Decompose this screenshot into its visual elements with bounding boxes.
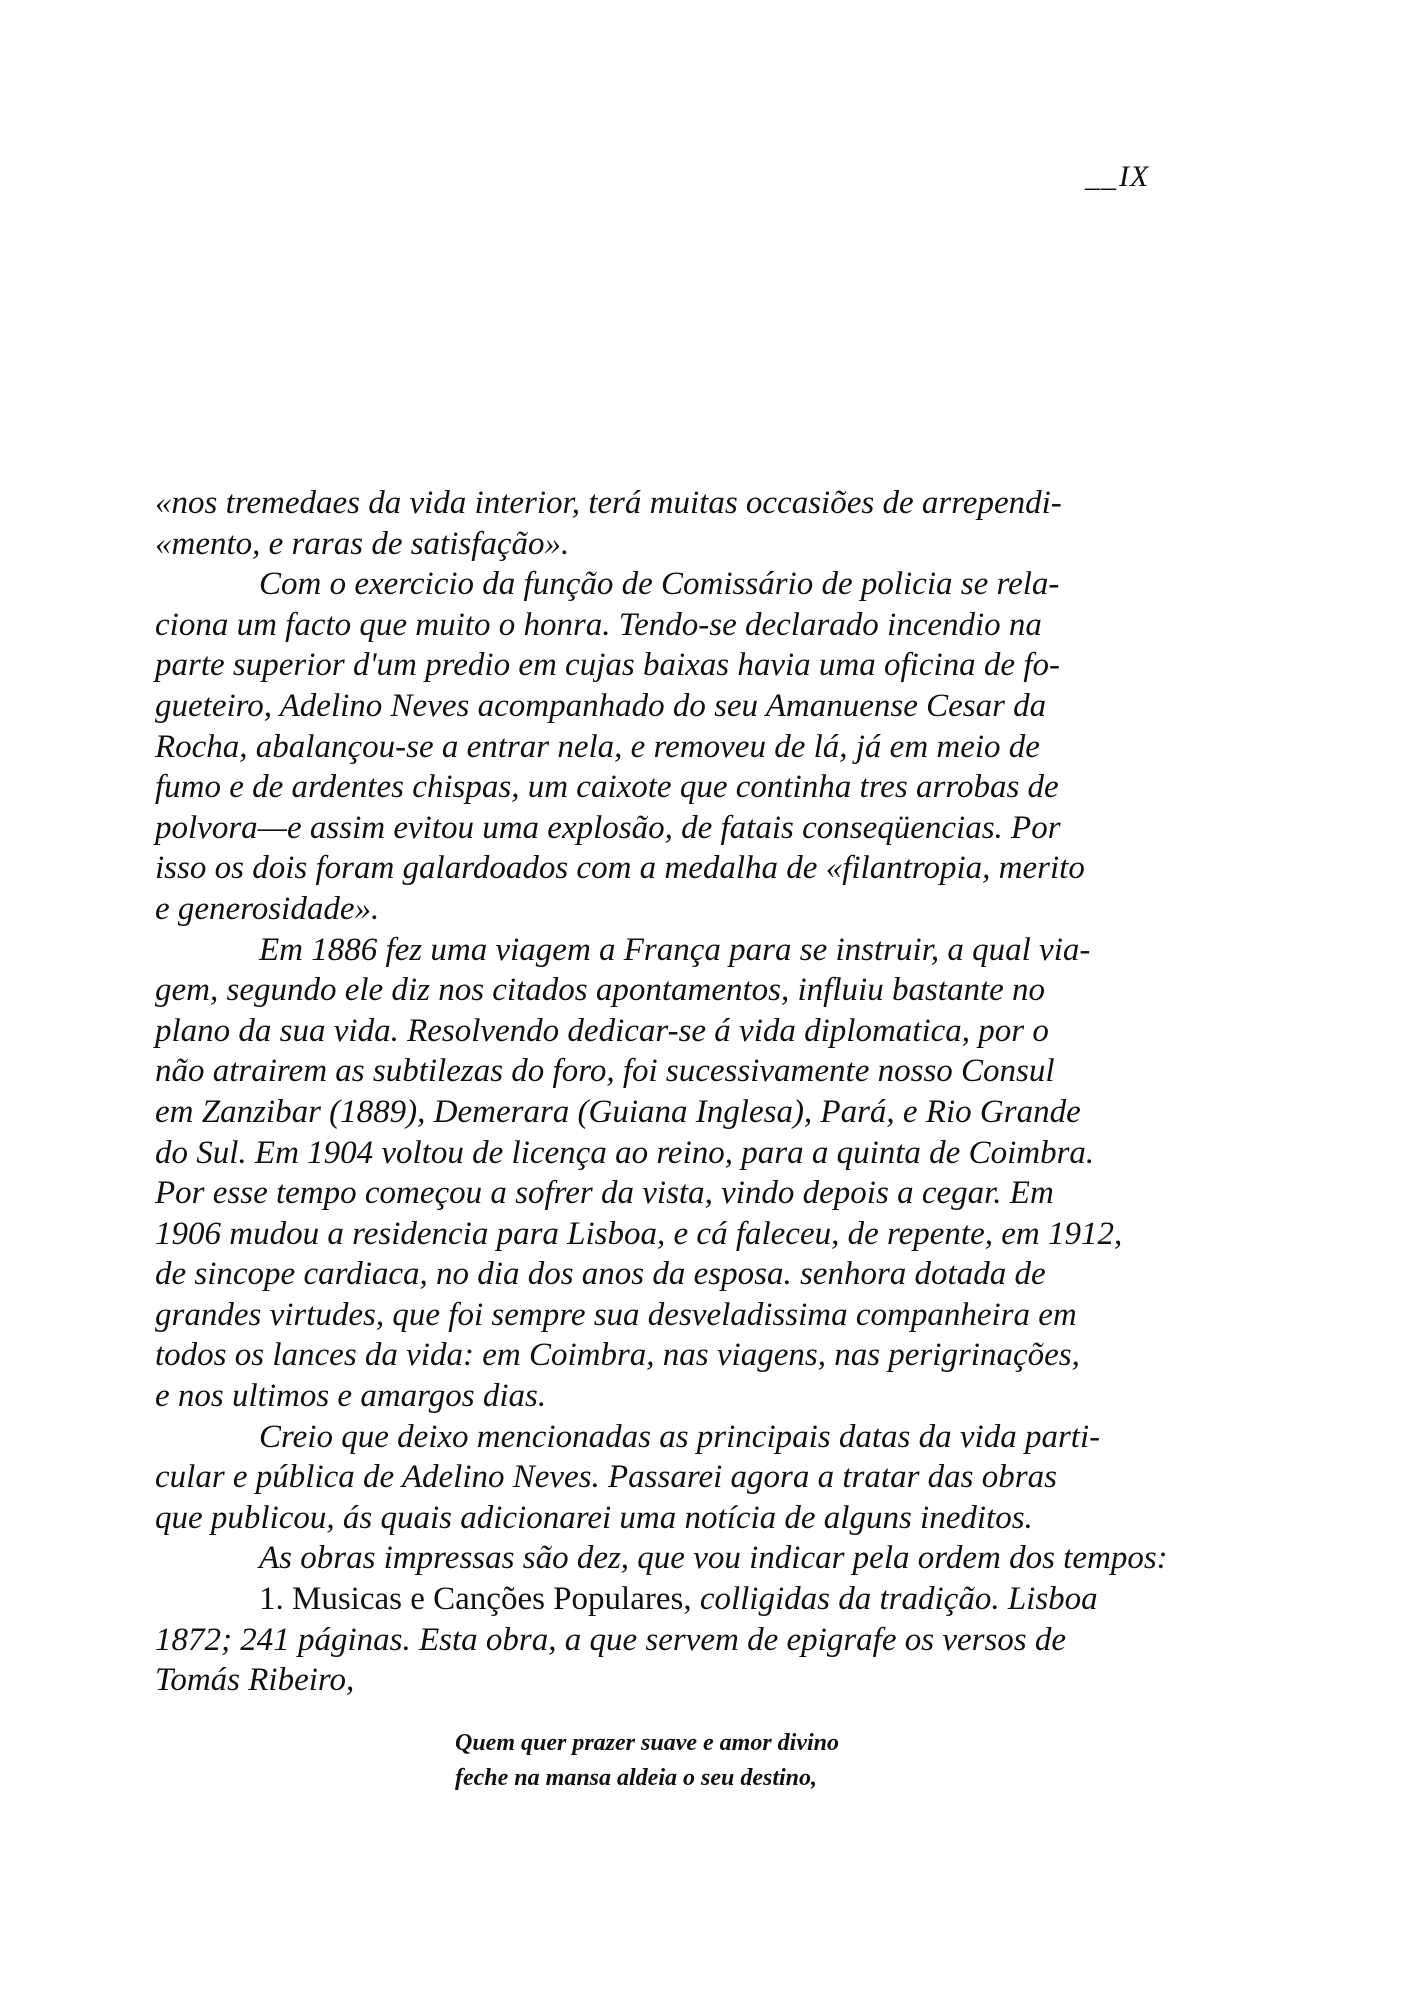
- text-line: 1906 mudou a residencia para Lisboa, e cá faleceu, de repente, em 1912,: [155, 1215, 1123, 1252]
- page-number-value: IX: [1119, 160, 1150, 193]
- text-line: gueteiro, Adelino Neves acompanhado do seu Amanuense Cesar da: [155, 687, 1047, 724]
- text-line: que publicou, ás quais adicionarei uma notícia de alguns ineditos.: [155, 1499, 1033, 1536]
- text-line: Rocha, abalançou-se a entrar nela, e removeu de lá, já em meio de: [155, 728, 1040, 765]
- page-number: [1085, 160, 1149, 194]
- entry-title: Musicas e Canções Populares,: [292, 1581, 692, 1618]
- entry-details: colligidas da tradição. Lisboa: [699, 1581, 1098, 1618]
- text-line: gem, segundo ele diz nos citados apontamentos, influiu bastante no: [155, 972, 1046, 1009]
- body-text: [155, 483, 1240, 1701]
- text-line: grandes virtudes, que foi sempre sua desveladissima companheira em: [155, 1296, 1077, 1333]
- text-line: parte superior d'um predio em cujas baixas havia uma oficina de fo-: [155, 647, 1060, 684]
- text-line: polvora—e assim evitou uma explosão, de fatais conseqüencias. Por: [155, 809, 1061, 846]
- epigraph-verse: [455, 1726, 839, 1796]
- text-line: Com o exercicio da função de Comissário de policia se rela-: [259, 566, 1060, 603]
- text-line: Creio que deixo mencionadas as principais datas da vida parti-: [259, 1418, 1101, 1455]
- text-line: e generosidade».: [155, 890, 380, 927]
- page-number-dash: __: [1085, 160, 1117, 193]
- verse-line: Quem quer prazer suave e amor divino: [455, 1730, 839, 1756]
- text-line: fumo e de ardentes chispas, um caixote que continha tres arrobas de: [155, 769, 1059, 806]
- text-line: plano da sua vida. Resolvendo dedicar-se á vida diplomatica, por o: [155, 1012, 1049, 1049]
- text-line: do Sul. Em 1904 voltou de licença ao reino, para a quinta de Coimbra.: [155, 1134, 1095, 1171]
- text-line: «nos tremedaes da vida interior, terá muitas occasiões de arrependi-: [155, 485, 1062, 521]
- text-line: ciona um facto que muito o honra. Tendo-se declarado incendio na: [155, 606, 1042, 643]
- verse-line: feche na mansa aldeia o seu destino,: [455, 1765, 818, 1791]
- text-line: «mento, e raras de satisfação».: [155, 525, 570, 562]
- text-line: e nos ultimos e amargos dias.: [155, 1378, 547, 1415]
- text-line: Por esse tempo começou a sofrer da vista, vindo depois a cegar. Em: [155, 1175, 1054, 1212]
- entry-number: 1.: [259, 1581, 284, 1618]
- text-line: isso os dois foram galardoados com a medalha de «filantropia, merito: [155, 850, 1085, 887]
- bibliography-entry-first-line: [155, 1579, 1240, 1620]
- text-line: em Zanzibar (1889), Demerara (Guiana Inglesa), Pará, e Rio Grande: [155, 1093, 1081, 1130]
- text-line: As obras impressas são dez, que vou indicar pela ordem dos tempos:: [259, 1540, 1168, 1577]
- text-line: todos os lances da vida: em Coimbra, nas viagens, nas perigrinações,: [155, 1337, 1080, 1374]
- text-line: 1872; 241 páginas. Esta obra, a que servem de epigrafe os versos de: [155, 1621, 1067, 1658]
- text-line: Tomás Ribeiro,: [155, 1662, 355, 1699]
- text-line: não atrairem as subtilezas do foro, foi sucessivamente nosso Consul: [155, 1053, 1055, 1090]
- text-line: Em 1886 fez uma viagem a França para se instruir, a qual via-: [259, 931, 1091, 968]
- text-line: de sincope cardiaca, no dia dos anos da esposa. senhora dotada de: [155, 1256, 1046, 1293]
- text-line: cular e pública de Adelino Neves. Passarei agora a tratar das obras: [155, 1459, 1057, 1496]
